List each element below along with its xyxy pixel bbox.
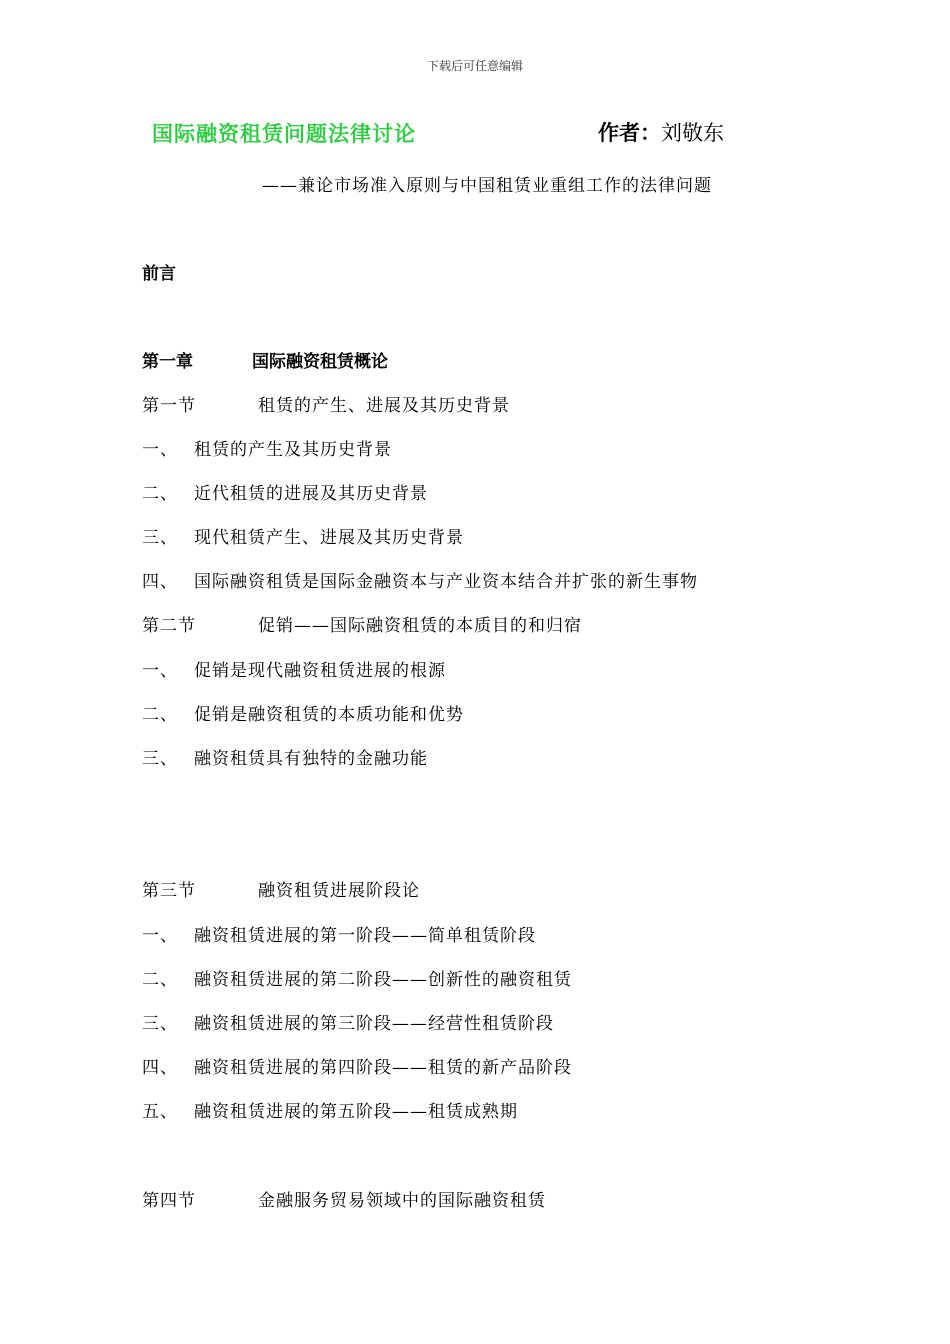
list-item-text: 融资租赁进展的第二阶段——创新性的融资租赁 [194, 970, 572, 990]
list-item-number: 三、 [142, 749, 178, 769]
document-title: 国际融资租赁问题法律讨论 [152, 122, 416, 146]
list-item-number: 二、 [142, 705, 178, 725]
list-item-text: 促销是现代融资租赁进展的根源 [194, 661, 446, 681]
list-item-number: 五、 [142, 1102, 178, 1122]
author-label: 作者： [598, 121, 661, 145]
section-number: 第一节 [142, 396, 196, 416]
list-item-number: 一、 [142, 926, 178, 946]
list-item-text: 融资租赁进展的第五阶段——租赁成熟期 [194, 1102, 518, 1122]
list-item-number: 二、 [142, 970, 178, 990]
author-line [598, 117, 724, 147]
list-item-text: 融资租赁进展的第三阶段——经营性租赁阶段 [194, 1014, 554, 1034]
list-item-number: 三、 [142, 528, 178, 548]
section-number: 第二节 [142, 616, 196, 636]
page-header-note: 下载后可任意编辑 [426, 59, 523, 73]
section-number: 第四节 [142, 1191, 196, 1211]
list-item-text: 近代租赁的进展及其历史背景 [194, 484, 428, 504]
list-item-number: 二、 [142, 484, 178, 504]
preface-heading: 前言 [142, 264, 176, 284]
list-item-number: 四、 [142, 572, 178, 592]
list-item-text: 国际融资租赁是国际金融资本与产业资本结合并扩张的新生事物 [194, 572, 698, 592]
list-item-number: 四、 [142, 1058, 178, 1078]
chapter-title: 国际融资租赁概论 [252, 352, 388, 372]
list-item-text: 租赁的产生及其历史背景 [194, 440, 392, 460]
document-subtitle: ——兼论市场准入原则与中国租赁业重组工作的法律问题 [262, 176, 712, 196]
section-number: 第三节 [142, 881, 196, 901]
chapter-number: 第一章 [142, 352, 193, 372]
list-item-text: 融资租赁具有独特的金融功能 [194, 749, 428, 769]
list-item-text: 融资租赁进展的第一阶段——简单租赁阶段 [194, 926, 536, 946]
list-item-number: 一、 [142, 661, 178, 681]
section-title: 金融服务贸易领域中的国际融资租赁 [258, 1191, 546, 1211]
list-item-text: 促销是融资租赁的本质功能和优势 [194, 705, 464, 725]
author-name: 刘敬东 [661, 121, 724, 145]
list-item-text: 融资租赁进展的第四阶段——租赁的新产品阶段 [194, 1058, 572, 1078]
list-item-number: 三、 [142, 1014, 178, 1034]
list-item-text: 现代租赁产生、进展及其历史背景 [194, 528, 464, 548]
section-title: 融资租赁进展阶段论 [258, 881, 420, 901]
section-title: 促销——国际融资租赁的本质目的和归宿 [258, 616, 582, 636]
list-item-number: 一、 [142, 440, 178, 460]
section-title: 租赁的产生、进展及其历史背景 [258, 396, 510, 416]
